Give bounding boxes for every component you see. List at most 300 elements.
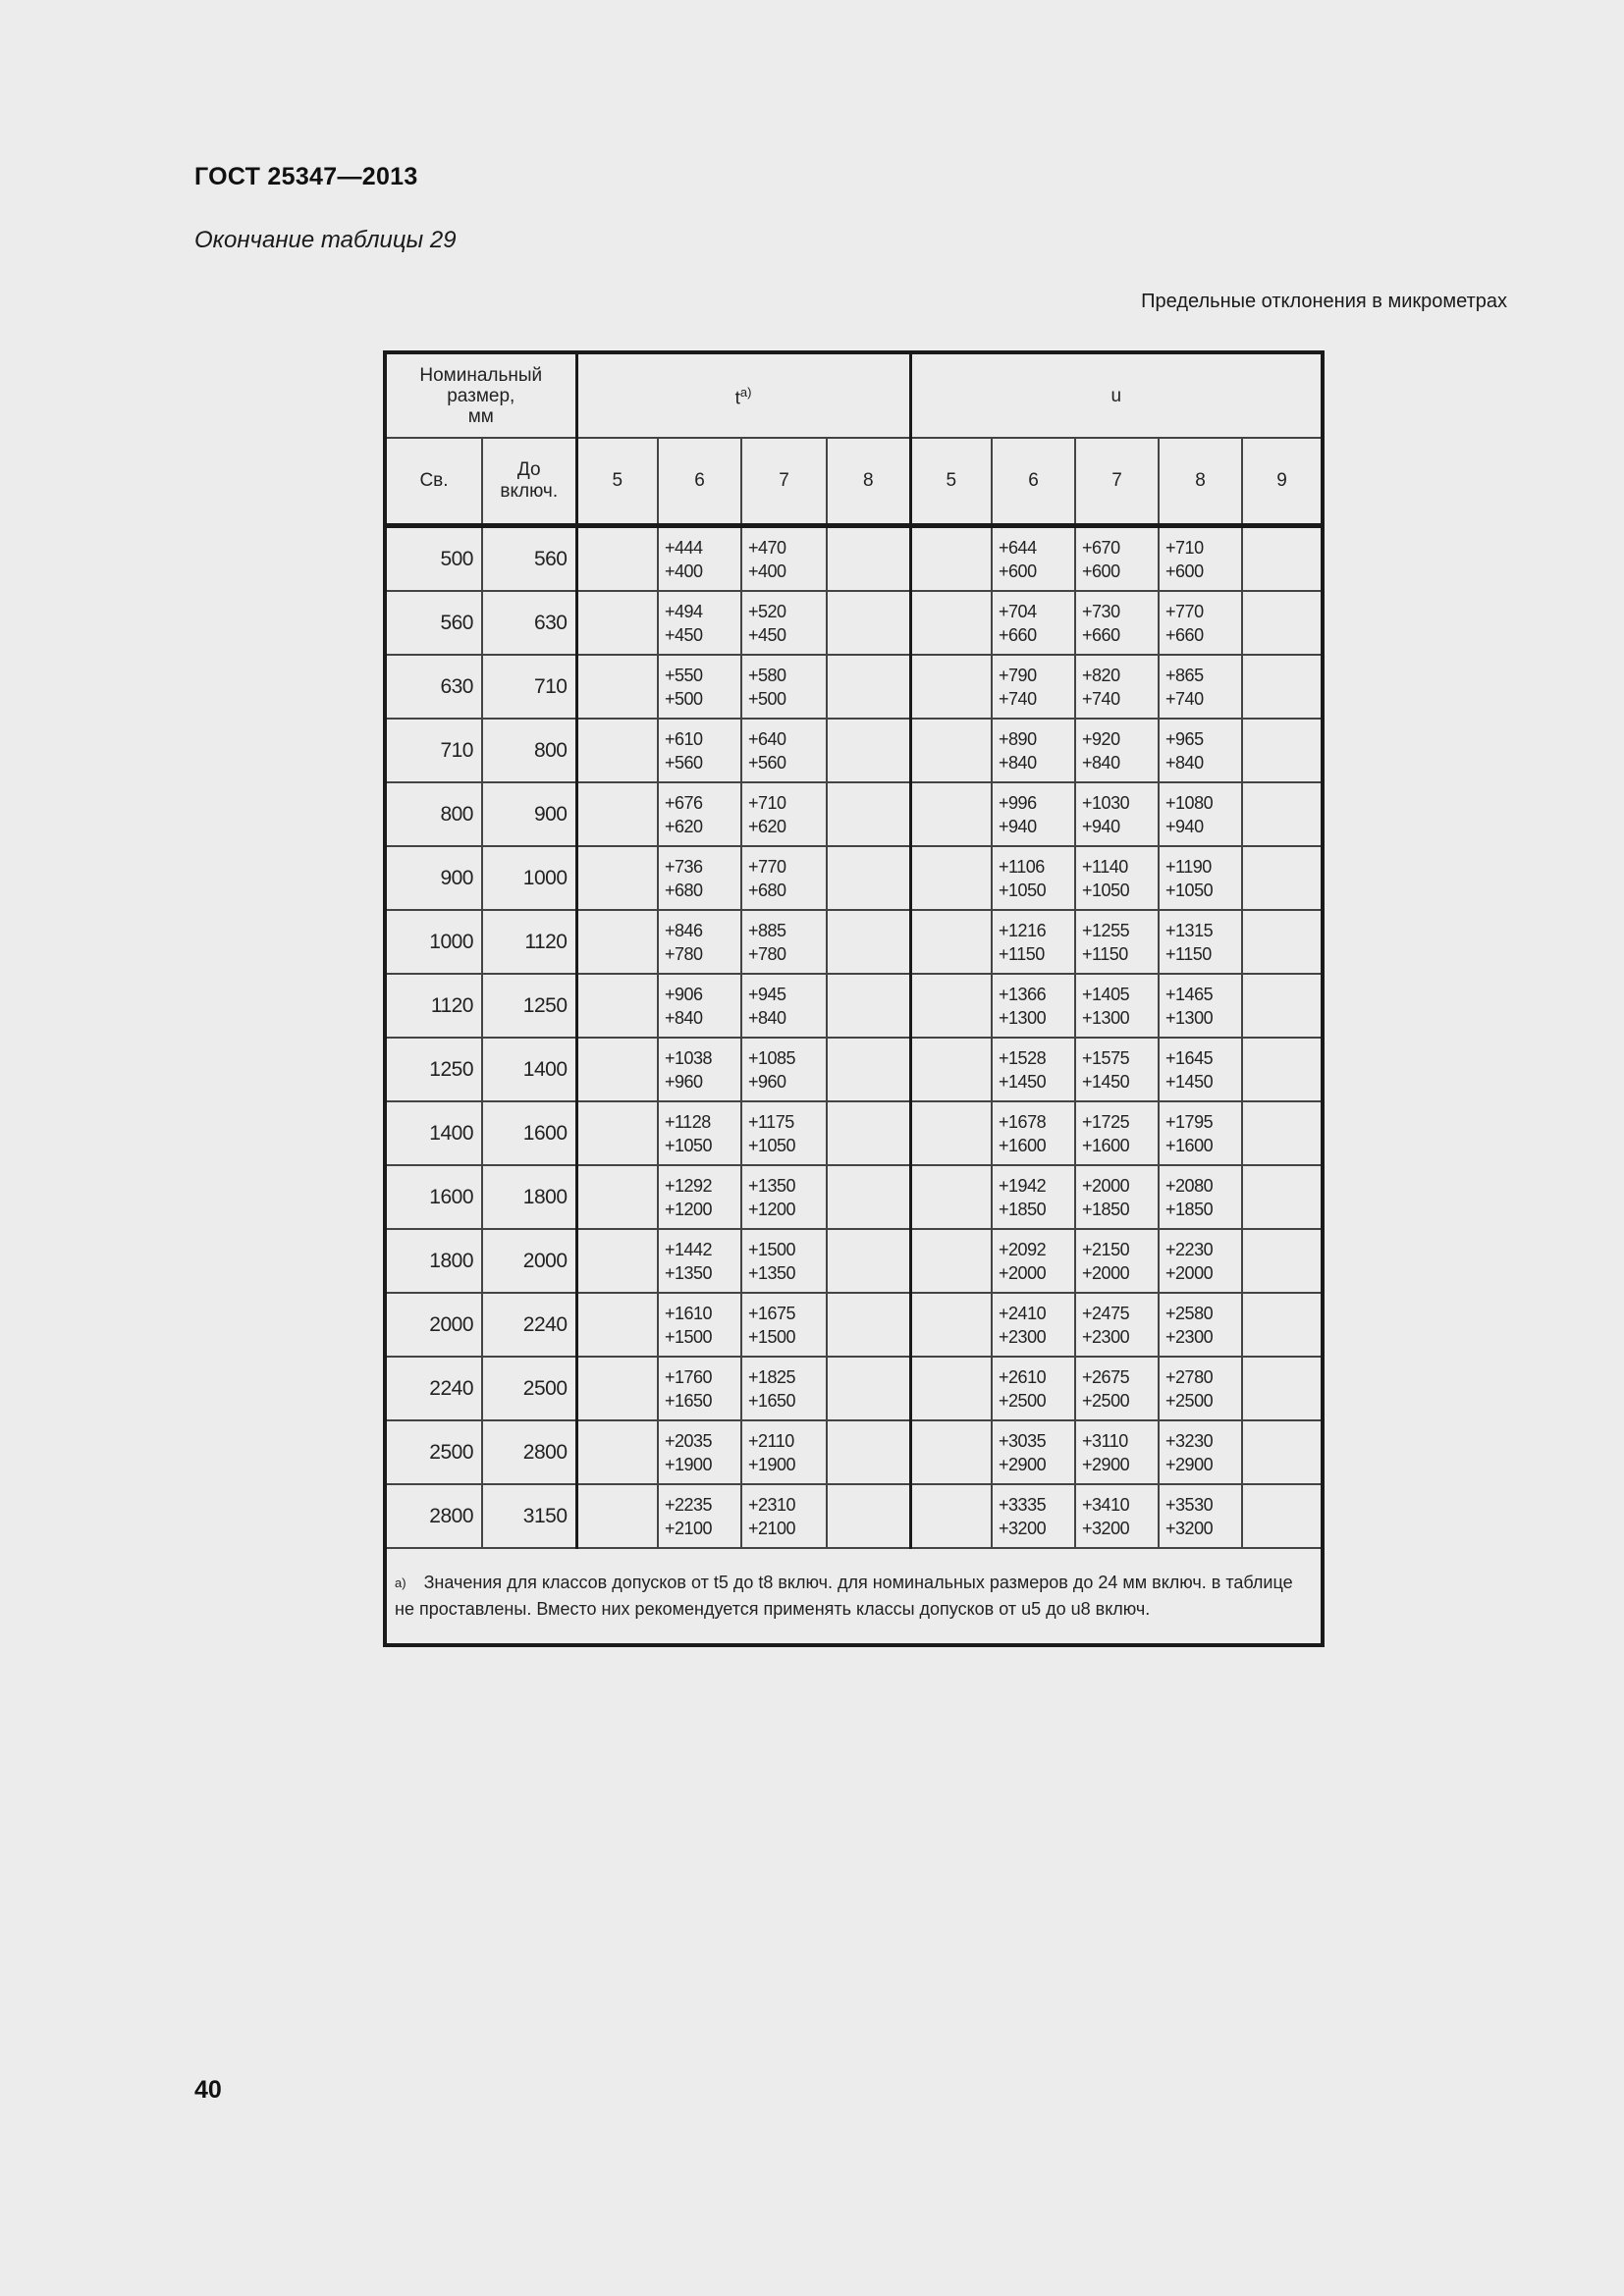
lower-deviation: +1300	[999, 1007, 1047, 1028]
deviation-cell-t7	[741, 846, 827, 910]
upper-deviation: +1675	[748, 1303, 796, 1323]
lower-deviation: +660	[1165, 624, 1204, 645]
deviation-cell-u7	[1075, 782, 1159, 846]
group-u-label: u	[1110, 385, 1122, 406]
deviation-cell-t5	[576, 1357, 658, 1420]
grade-header: 9	[1242, 438, 1323, 526]
upper-deviation: +730	[1082, 601, 1120, 621]
deviation-cell-u8	[1159, 1038, 1242, 1101]
size-to: 1120	[482, 910, 576, 974]
deviation-cell-u7	[1075, 1357, 1159, 1420]
upper-deviation: +736	[665, 856, 703, 877]
deviation-cell-u5	[910, 1101, 992, 1165]
size-from: 1250	[385, 1038, 482, 1101]
upper-deviation: +2110	[748, 1430, 794, 1451]
deviation-cell-u5	[910, 1229, 992, 1293]
deviation-cell-u9	[1242, 1165, 1323, 1229]
lower-deviation: +740	[999, 688, 1037, 709]
deviation-cell-t5	[576, 591, 658, 655]
lower-deviation: +1300	[1165, 1007, 1214, 1028]
lower-deviation: +1600	[999, 1135, 1047, 1155]
lower-deviation: +400	[748, 561, 786, 581]
size-to: 2500	[482, 1357, 576, 1420]
deviation-cell-t7	[741, 782, 827, 846]
deviation-cell-u9	[1242, 1293, 1323, 1357]
table-row	[385, 1293, 1323, 1357]
footnote-marker: а)	[395, 1575, 406, 1590]
deviation-cell-u6	[992, 526, 1075, 592]
deviation-cell-u9	[1242, 1357, 1323, 1420]
table-footnote	[385, 1548, 1323, 1645]
deviation-cell-u5	[910, 1357, 992, 1420]
lower-deviation: +740	[1082, 688, 1120, 709]
grade-header: 5	[576, 438, 658, 526]
deviation-cell-u7	[1075, 655, 1159, 719]
upper-deviation: +1942	[999, 1175, 1047, 1196]
deviation-cell-u8	[1159, 591, 1242, 655]
deviation-cell-u9	[1242, 1420, 1323, 1484]
deviation-cell-u6	[992, 1484, 1075, 1548]
size-to: 1400	[482, 1038, 576, 1101]
upper-deviation: +770	[1165, 601, 1204, 621]
deviation-cell-t6	[658, 1165, 741, 1229]
size-from: 1400	[385, 1101, 482, 1165]
deviation-cell-u6	[992, 719, 1075, 782]
upper-deviation: +846	[665, 920, 703, 940]
lower-deviation: +2100	[665, 1518, 713, 1538]
table-row	[385, 1484, 1323, 1548]
upper-deviation: +1405	[1082, 984, 1130, 1004]
deviation-cell-u9	[1242, 655, 1323, 719]
size-from: 710	[385, 719, 482, 782]
lower-deviation: +680	[665, 880, 703, 900]
lower-deviation: +940	[1165, 816, 1204, 836]
lower-deviation: +740	[1165, 688, 1204, 709]
table-row	[385, 526, 1323, 592]
upper-deviation: +1255	[1082, 920, 1130, 940]
upper-deviation: +1190	[1165, 856, 1212, 877]
size-from: 560	[385, 591, 482, 655]
deviation-cell-u7	[1075, 1101, 1159, 1165]
deviation-cell-t7	[741, 591, 827, 655]
table-caption: Окончание таблицы 29	[194, 227, 457, 253]
deviation-cell-t7	[741, 655, 827, 719]
grade-header: 6	[658, 438, 741, 526]
deviation-cell-t6	[658, 591, 741, 655]
lower-deviation: +960	[748, 1071, 786, 1092]
lower-deviation: +2500	[1082, 1390, 1130, 1411]
to-header	[482, 438, 576, 526]
size-from: 1800	[385, 1229, 482, 1293]
lower-deviation: +1350	[665, 1262, 713, 1283]
deviation-cell-u6	[992, 1038, 1075, 1101]
lower-deviation: +2900	[1165, 1454, 1214, 1474]
upper-deviation: +2580	[1165, 1303, 1214, 1323]
deviation-cell-u8	[1159, 1357, 1242, 1420]
deviation-cell-t7	[741, 910, 827, 974]
size-from: 630	[385, 655, 482, 719]
size-to: 710	[482, 655, 576, 719]
upper-deviation: +1216	[999, 920, 1047, 940]
deviation-cell-u8	[1159, 1293, 1242, 1357]
grade-header: 6	[992, 438, 1075, 526]
deviation-cell-t7	[741, 1420, 827, 1484]
upper-deviation: +670	[1082, 537, 1120, 558]
deviation-cell-u9	[1242, 974, 1323, 1038]
lower-deviation: +940	[1082, 816, 1120, 836]
upper-deviation: +1465	[1165, 984, 1214, 1004]
nominal-header-line: мм	[467, 405, 494, 427]
deviation-cell-t5	[576, 782, 658, 846]
size-to: 1250	[482, 974, 576, 1038]
upper-deviation: +2410	[999, 1303, 1047, 1323]
deviation-cell-u9	[1242, 719, 1323, 782]
upper-deviation: +1795	[1165, 1111, 1214, 1132]
upper-deviation: +790	[999, 665, 1037, 685]
table-row	[385, 719, 1323, 782]
lower-deviation: +2100	[748, 1518, 796, 1538]
deviation-cell-u9	[1242, 1038, 1323, 1101]
deviation-cell-u6	[992, 1101, 1075, 1165]
upper-deviation: +3110	[1082, 1430, 1128, 1451]
table-row	[385, 782, 1323, 846]
deviation-cell-u9	[1242, 846, 1323, 910]
deviation-cell-t6	[658, 1420, 741, 1484]
lower-deviation: +1850	[1082, 1199, 1130, 1219]
deviation-cell-t5	[576, 1293, 658, 1357]
upper-deviation: +1500	[748, 1239, 796, 1259]
upper-deviation: +1030	[1082, 792, 1130, 813]
upper-deviation: +1128	[665, 1111, 711, 1132]
grade-header: 7	[741, 438, 827, 526]
lower-deviation: +1300	[1082, 1007, 1130, 1028]
upper-deviation: +1610	[665, 1303, 713, 1323]
deviation-cell-t6	[658, 1484, 741, 1548]
lower-deviation: +1150	[999, 943, 1045, 964]
lower-deviation: +960	[665, 1071, 703, 1092]
lower-deviation: +2000	[1165, 1262, 1214, 1283]
upper-deviation: +865	[1165, 665, 1204, 685]
lower-deviation: +1150	[1165, 943, 1212, 964]
size-to: 560	[482, 526, 576, 592]
upper-deviation: +996	[999, 792, 1037, 813]
deviation-cell-u7	[1075, 1038, 1159, 1101]
deviation-cell-t7	[741, 974, 827, 1038]
lower-deviation: +450	[665, 624, 703, 645]
deviation-cell-u7	[1075, 1484, 1159, 1548]
size-from: 1600	[385, 1165, 482, 1229]
deviation-cell-u9	[1242, 1101, 1323, 1165]
deviation-cell-u8	[1159, 782, 1242, 846]
deviation-cell-t8	[827, 910, 910, 974]
deviation-cell-u7	[1075, 846, 1159, 910]
deviation-cell-u7	[1075, 1420, 1159, 1484]
lower-deviation: +1850	[1165, 1199, 1214, 1219]
table-row	[385, 846, 1323, 910]
deviation-cell-t6	[658, 655, 741, 719]
lower-deviation: +400	[665, 561, 703, 581]
deviation-cell-t7	[741, 1484, 827, 1548]
deviation-cell-u9	[1242, 1484, 1323, 1548]
upper-deviation: +580	[748, 665, 786, 685]
size-to: 630	[482, 591, 576, 655]
upper-deviation: +3410	[1082, 1494, 1130, 1515]
table-row	[385, 974, 1323, 1038]
size-from: 2240	[385, 1357, 482, 1420]
upper-deviation: +1825	[748, 1366, 796, 1387]
lower-deviation: +1450	[1082, 1071, 1130, 1092]
deviation-cell-t8	[827, 1165, 910, 1229]
deviation-cell-t8	[827, 655, 910, 719]
deviation-cell-u6	[992, 1165, 1075, 1229]
deviation-cell-u7	[1075, 526, 1159, 592]
tolerance-table	[383, 350, 1325, 1647]
upper-deviation: +640	[748, 728, 786, 749]
lower-deviation: +1200	[665, 1199, 713, 1219]
upper-deviation: +444	[665, 537, 703, 558]
to-header-line: До	[516, 459, 541, 480]
deviation-cell-t5	[576, 1101, 658, 1165]
upper-deviation: +3335	[999, 1494, 1047, 1515]
size-to: 3150	[482, 1484, 576, 1548]
deviation-cell-t6	[658, 1038, 741, 1101]
page-number: 40	[194, 2076, 222, 2104]
upper-deviation: +1080	[1165, 792, 1214, 813]
from-header: Св.	[385, 438, 482, 526]
upper-deviation: +550	[665, 665, 703, 685]
deviation-cell-t5	[576, 1038, 658, 1101]
deviation-cell-u7	[1075, 591, 1159, 655]
deviation-cell-u6	[992, 1357, 1075, 1420]
lower-deviation: +1200	[748, 1199, 796, 1219]
deviation-cell-u6	[992, 974, 1075, 1038]
deviation-cell-u7	[1075, 1165, 1159, 1229]
deviation-cell-t6	[658, 526, 741, 592]
lower-deviation: +1150	[1082, 943, 1128, 964]
deviation-cell-t7	[741, 1038, 827, 1101]
lower-deviation: +660	[999, 624, 1037, 645]
deviation-cell-u5	[910, 1293, 992, 1357]
upper-deviation: +1760	[665, 1366, 713, 1387]
table-row	[385, 1038, 1323, 1101]
deviation-cell-t8	[827, 974, 910, 1038]
table-row	[385, 910, 1323, 974]
table-row	[385, 1101, 1323, 1165]
deviation-cell-u6	[992, 846, 1075, 910]
deviation-cell-t5	[576, 910, 658, 974]
deviation-cell-u6	[992, 591, 1075, 655]
lower-deviation: +500	[748, 688, 786, 709]
upper-deviation: +770	[748, 856, 786, 877]
upper-deviation: +1575	[1082, 1047, 1130, 1068]
nominal-size-header	[385, 352, 576, 438]
deviation-cell-t8	[827, 1420, 910, 1484]
deviation-cell-t6	[658, 1101, 741, 1165]
lower-deviation: +1650	[665, 1390, 713, 1411]
deviation-cell-t5	[576, 974, 658, 1038]
deviation-cell-t6	[658, 910, 741, 974]
lower-deviation: +1900	[748, 1454, 796, 1474]
deviation-cell-t5	[576, 655, 658, 719]
upper-deviation: +1175	[748, 1111, 794, 1132]
lower-deviation: +1600	[1082, 1135, 1130, 1155]
group-t-label: t	[734, 388, 740, 409]
deviation-cell-t8	[827, 526, 910, 592]
lower-deviation: +1050	[748, 1135, 796, 1155]
size-to: 800	[482, 719, 576, 782]
upper-deviation: +3530	[1165, 1494, 1214, 1515]
lower-deviation: +600	[1082, 561, 1120, 581]
group-u-header	[910, 352, 1323, 438]
deviation-cell-t5	[576, 1165, 658, 1229]
deviation-cell-t6	[658, 1357, 741, 1420]
deviation-cell-t7	[741, 1229, 827, 1293]
upper-deviation: +710	[1165, 537, 1204, 558]
deviation-cell-u9	[1242, 591, 1323, 655]
lower-deviation: +1050	[665, 1135, 713, 1155]
deviation-cell-t6	[658, 1229, 741, 1293]
upper-deviation: +1085	[748, 1047, 796, 1068]
deviation-cell-u8	[1159, 655, 1242, 719]
deviation-cell-u5	[910, 846, 992, 910]
lower-deviation: +1900	[665, 1454, 713, 1474]
deviation-cell-t7	[741, 1357, 827, 1420]
deviation-cell-t8	[827, 1357, 910, 1420]
lower-deviation: +1450	[999, 1071, 1047, 1092]
upper-deviation: +2675	[1082, 1366, 1130, 1387]
deviation-cell-u5	[910, 719, 992, 782]
units-note: Предельные отклонения в микрометрах	[1141, 291, 1507, 312]
deviation-cell-t5	[576, 526, 658, 592]
lower-deviation: +1050	[1082, 880, 1130, 900]
deviation-cell-u5	[910, 782, 992, 846]
upper-deviation: +1645	[1165, 1047, 1214, 1068]
deviation-cell-t8	[827, 719, 910, 782]
lower-deviation: +1450	[1165, 1071, 1214, 1092]
upper-deviation: +1292	[665, 1175, 713, 1196]
size-from: 2800	[385, 1484, 482, 1548]
table-row	[385, 655, 1323, 719]
deviation-cell-t8	[827, 1101, 910, 1165]
table-row	[385, 591, 1323, 655]
upper-deviation: +890	[999, 728, 1037, 749]
deviation-cell-t5	[576, 1420, 658, 1484]
deviation-cell-u6	[992, 1420, 1075, 1484]
deviation-cell-t7	[741, 1165, 827, 1229]
size-to: 2000	[482, 1229, 576, 1293]
upper-deviation: +644	[999, 537, 1037, 558]
grade-header: 5	[910, 438, 992, 526]
lower-deviation: +840	[999, 752, 1037, 773]
size-to: 2240	[482, 1293, 576, 1357]
deviation-cell-u6	[992, 782, 1075, 846]
deviation-cell-u7	[1075, 1229, 1159, 1293]
upper-deviation: +1528	[999, 1047, 1047, 1068]
grade-header: 8	[1159, 438, 1242, 526]
size-to: 1000	[482, 846, 576, 910]
document-code: ГОСТ 25347—2013	[194, 163, 418, 190]
lower-deviation: +840	[748, 1007, 786, 1028]
deviation-cell-u5	[910, 910, 992, 974]
size-from: 500	[385, 526, 482, 592]
lower-deviation: +2000	[999, 1262, 1047, 1283]
deviation-cell-u5	[910, 974, 992, 1038]
upper-deviation: +2475	[1082, 1303, 1130, 1323]
upper-deviation: +945	[748, 984, 786, 1004]
lower-deviation: +2300	[1165, 1326, 1214, 1347]
deviation-cell-t6	[658, 782, 741, 846]
deviation-cell-u6	[992, 1293, 1075, 1357]
upper-deviation: +885	[748, 920, 786, 940]
deviation-cell-t8	[827, 1229, 910, 1293]
size-to: 900	[482, 782, 576, 846]
lower-deviation: +1650	[748, 1390, 796, 1411]
lower-deviation: +500	[665, 688, 703, 709]
grade-header: 7	[1075, 438, 1159, 526]
upper-deviation: +2310	[748, 1494, 796, 1515]
deviation-cell-t6	[658, 846, 741, 910]
deviation-cell-u8	[1159, 1229, 1242, 1293]
size-from: 800	[385, 782, 482, 846]
lower-deviation: +840	[665, 1007, 703, 1028]
deviation-cell-t5	[576, 1229, 658, 1293]
upper-deviation: +906	[665, 984, 703, 1004]
deviation-cell-u8	[1159, 526, 1242, 592]
upper-deviation: +3035	[999, 1430, 1047, 1451]
lower-deviation: +1350	[748, 1262, 796, 1283]
lower-deviation: +680	[748, 880, 786, 900]
lower-deviation: +620	[748, 816, 786, 836]
to-header-line: включ.	[500, 481, 559, 502]
deviation-cell-u8	[1159, 974, 1242, 1038]
lower-deviation: +600	[999, 561, 1037, 581]
size-from: 1120	[385, 974, 482, 1038]
lower-deviation: +1500	[748, 1326, 796, 1347]
deviation-cell-t6	[658, 1293, 741, 1357]
lower-deviation: +2000	[1082, 1262, 1130, 1283]
deviation-cell-t8	[827, 591, 910, 655]
lower-deviation: +560	[665, 752, 703, 773]
upper-deviation: +710	[748, 792, 786, 813]
upper-deviation: +704	[999, 601, 1037, 621]
size-to: 1800	[482, 1165, 576, 1229]
deviation-cell-u9	[1242, 782, 1323, 846]
deviation-cell-u7	[1075, 719, 1159, 782]
lower-deviation: +1600	[1165, 1135, 1214, 1155]
deviation-cell-u8	[1159, 910, 1242, 974]
deviation-cell-u5	[910, 1165, 992, 1229]
deviation-cell-t8	[827, 1484, 910, 1548]
upper-deviation: +1106	[999, 856, 1045, 877]
upper-deviation: +1140	[1082, 856, 1128, 877]
deviation-cell-t5	[576, 719, 658, 782]
deviation-cell-t8	[827, 1293, 910, 1357]
deviation-cell-t7	[741, 526, 827, 592]
upper-deviation: +965	[1165, 728, 1204, 749]
lower-deviation: +600	[1165, 561, 1204, 581]
nominal-header-line: размер,	[447, 385, 515, 406]
deviation-cell-u7	[1075, 974, 1159, 1038]
lower-deviation: +620	[665, 816, 703, 836]
deviation-cell-u8	[1159, 1420, 1242, 1484]
deviation-cell-t8	[827, 782, 910, 846]
lower-deviation: +2500	[1165, 1390, 1214, 1411]
group-t-header	[576, 352, 910, 438]
nominal-header-line: Номинальный	[419, 364, 543, 386]
upper-deviation: +2235	[665, 1494, 713, 1515]
deviation-cell-t5	[576, 846, 658, 910]
table-row	[385, 1165, 1323, 1229]
